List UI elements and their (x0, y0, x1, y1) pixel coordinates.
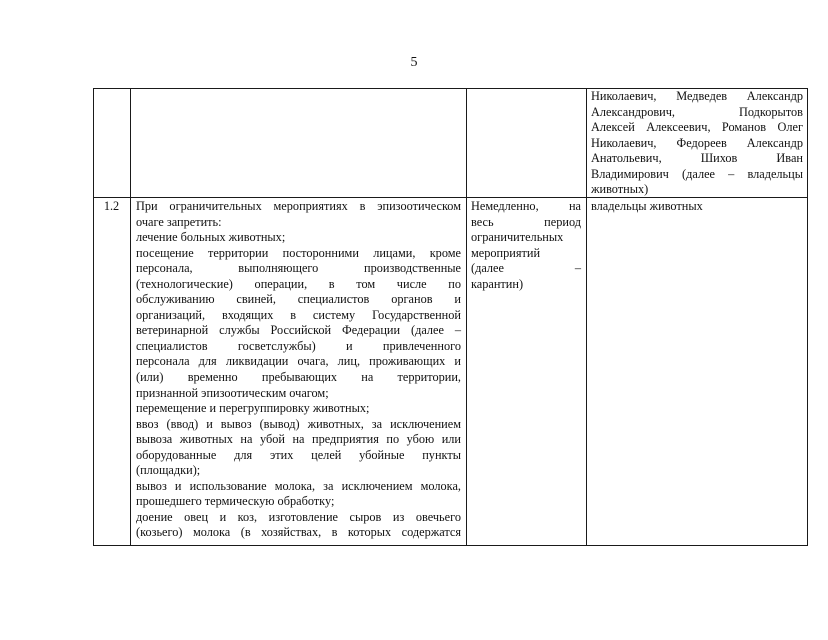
text-line: специалистов госветслужбы) и привлеченного (136, 338, 461, 353)
text-line: обслуживанию свиней, специалистов органов и (136, 292, 461, 307)
text-line: Николаевич, Федореев Александр (591, 135, 803, 150)
text-line: оборудованные для этих целей убойные пункты (136, 447, 461, 462)
column-divider-2 (466, 88, 467, 546)
text-line: весь период (471, 214, 581, 229)
text-line: перемещение и перегруппировку животных; (136, 401, 370, 416)
text-line: персонала, выполняющего производственные (136, 261, 461, 276)
row2-term-cell (471, 199, 581, 292)
page-number: 5 (410, 55, 418, 70)
table-bottom-border (93, 545, 808, 546)
column-divider-1 (130, 88, 131, 546)
text-line: признанной эпизоотическим очагом; (136, 385, 329, 400)
text-line: посещение территории посторонними лицами, кроме (136, 245, 461, 260)
text-line: владельцы животных (591, 199, 703, 213)
text-line: При ограничительных мероприятиях в эпизоотическом (136, 199, 461, 213)
text-line: (технологические) операции, в том числе по (136, 276, 461, 291)
text-line: ограничительных (471, 230, 564, 245)
text-line: ввоз (ввод) и вывоз (вывод) животных, за исключением (136, 416, 461, 431)
text-line: (площадки); (136, 463, 201, 478)
text-line: очаге запретить: (136, 214, 222, 229)
table-left-border (93, 88, 94, 546)
row2-measure-cell (136, 199, 461, 541)
text-line: персонала для ликвидации очага, лиц, проживающих и (136, 354, 461, 369)
text-line: доение овец и коз, изготовление сыров из овечьего (136, 509, 461, 524)
text-line: вывоза животных на убой на предприятия по убою или (136, 432, 461, 447)
text-line: Немедленно, на (471, 199, 581, 213)
text-line: ветеринарной службы Российской Федерации (далее – (136, 323, 461, 338)
text-line: Владимирович (далее – владельцы (591, 166, 803, 181)
text-line: Анатольевич, Шихов Иван (591, 151, 803, 166)
text-line: животных) (591, 182, 649, 197)
table-right-border (807, 88, 808, 546)
text-line: (козьего) молока (в хозяйствах, в которых содержатся (136, 525, 461, 540)
text-line: лечение больных животных; (136, 230, 286, 245)
row2-number-cell: 1.2 (103, 199, 120, 213)
text-line: Николаевич, Медведев Александр (591, 89, 803, 103)
text-line: Александрович, Подкорытов (591, 104, 803, 119)
text-line: прошедшего термическую обработку; (136, 494, 335, 509)
row1-responsible-cell (591, 89, 803, 198)
text-line: (или) временно пребывающих на территории, (136, 370, 461, 385)
text-line: организаций, входящих в систему Государственной (136, 307, 461, 322)
text-line: (далее – (471, 261, 581, 276)
text-line: Алексей Алексеевич, Романов Олег (591, 120, 803, 135)
column-divider-3 (586, 88, 587, 546)
text-line: карантин) (471, 276, 524, 291)
row2-responsible-cell (591, 199, 803, 215)
measures-table (93, 88, 808, 546)
text-line: мероприятий (471, 245, 541, 260)
text-line: вывоз и использование молока, за исключением молока, (136, 478, 461, 493)
